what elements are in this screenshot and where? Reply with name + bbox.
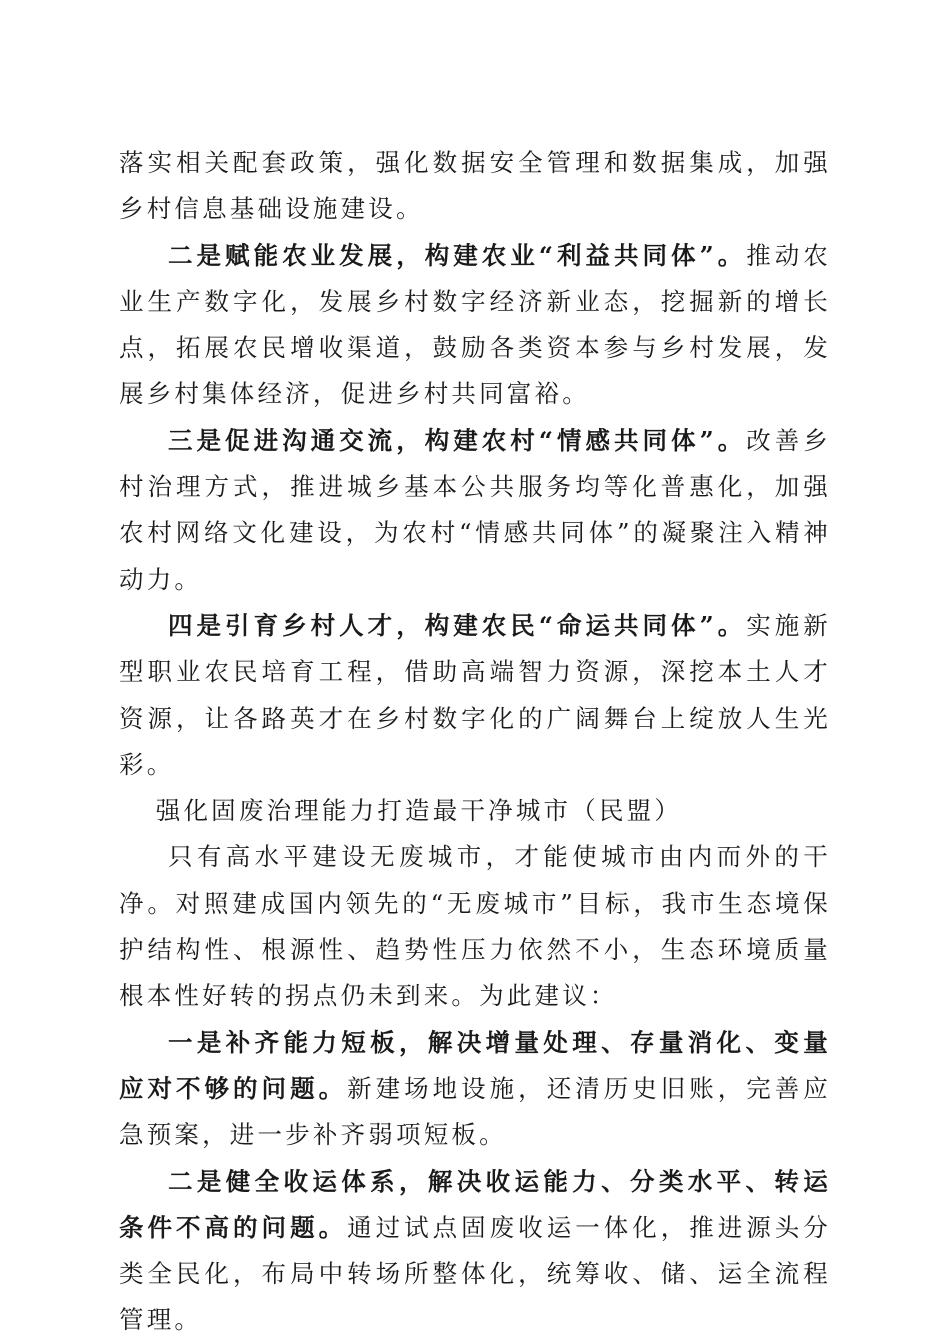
paragraph-body: 通过试点固废收运一体化，推进源头分类全民化，布局中转场所整体化，统筹收、储、运全流程管理。 [119,1212,831,1335]
paragraph-body: 只有高水平建设无废城市，才能使城市由内而外的干净。对照建成国内领先的“无废城市”目标，我市生态境保护结构性、根源性、趋势性压力依然不小，生态环境质量根本性好转的拐点仍未到来。为此建议： [119,842,831,1011]
paragraph-body: 新建场地设施，还清历史旧账，完善应急预案，进一步补齐弱项短板。 [119,1073,831,1150]
paragraph-2 [119,233,831,418]
paragraph-4 [119,603,831,788]
paragraph-lead: 二是赋能农业发展，构建农业“利益共同体”。 [168,240,747,270]
paragraph-body: 实施新型职业农民培育工程，借助高端智力资源，深挖本土人才资源，让各路英才在乡村数字化的广阔舞台上绽放人生光彩。 [119,610,831,779]
paragraph-8 [119,1159,831,1344]
paragraph-lead: 二是健全收运体系，解决收运能力、分类水平、转运条件不高的问题。 [119,1166,831,1242]
section-title: 强化固废治理能力打造最干净城市（民盟） [155,796,683,826]
paragraph-lead: 三是促进沟通交流，构建农村“情感共同体”。 [168,425,747,455]
document-body [119,140,831,1344]
paragraph-lead: 一是补齐能力短板，解决增量处理、存量消化、变量应对不够的问题。 [119,1027,831,1103]
paragraph-3 [119,418,831,603]
paragraph-lead: 四是引育乡村人才，构建农民“命运共同体”。 [168,610,747,640]
paragraph-body: 改善乡村治理方式，推进城乡基本公共服务均等化普惠化，加强农村网络文化建设，为农村“情感共同体”的凝聚注入精神动力。 [119,425,831,594]
paragraph-body: 推动农业生产数字化，发展乡村数字经济新业态，挖掘新的增长点，拓展农民增收渠道，鼓励各类资本参与乡村发展，发展乡村集体经济，促进乡村共同富裕。 [119,240,831,409]
paragraph-1 [119,140,831,233]
paragraph-6 [119,834,831,1019]
paragraph-body: 落实相关配套政策，强化数据安全管理和数据集成，加强乡村信息基础设施建设。 [119,148,831,224]
paragraph-7 [119,1020,831,1159]
